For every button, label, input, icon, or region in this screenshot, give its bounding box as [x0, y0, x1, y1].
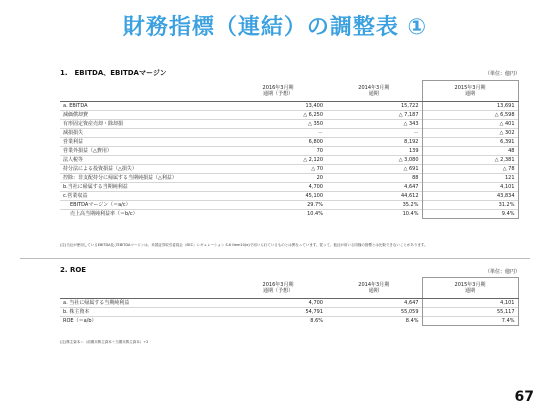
column-header: 2015年3月期 通期 — [422, 81, 518, 102]
table-row — [60, 317, 518, 326]
column-header: 2016年3月期 通期（予想） — [230, 81, 326, 102]
row-label: 売上高当期純利益率（＝b/c） — [60, 210, 230, 219]
table-row — [60, 165, 518, 174]
row-label: b. 株主資本 — [60, 308, 230, 317]
row-label: b.当社に帰属する当期純利益 — [60, 183, 230, 192]
table-row — [60, 120, 518, 129]
row-label: 法人税等 — [60, 156, 230, 165]
cell-value: △ 6,250 — [230, 111, 326, 120]
cell-value: 6,391 — [422, 138, 518, 147]
row-label: EBITDAマージン（＝a/c） — [60, 201, 230, 210]
cell-value: 15,722 — [326, 102, 422, 111]
cell-value: △ 3,080 — [326, 156, 422, 165]
cell-value: 55,059 — [326, 308, 422, 317]
column-header: 2014年3月期 通期 — [326, 81, 422, 102]
cell-value: 10.4% — [230, 210, 326, 219]
cell-value: 54,791 — [230, 308, 326, 317]
cell-value: 9.4% — [422, 210, 518, 219]
table-row — [60, 138, 518, 147]
cell-value: 4,101 — [422, 299, 518, 308]
row-label: 営業外損益（△費用） — [60, 147, 230, 156]
table-row — [60, 156, 518, 165]
column-header — [60, 278, 230, 299]
table-row — [60, 102, 518, 111]
roe-table — [60, 277, 519, 326]
cell-value: △ 7,187 — [326, 111, 422, 120]
table-row — [60, 147, 518, 156]
cell-value: 88 — [326, 174, 422, 183]
cell-value: 4,101 — [422, 183, 518, 192]
cell-value: 70 — [230, 147, 326, 156]
column-header: 2014年3月期 通期 — [326, 278, 422, 299]
row-label: 持分法による投資損益（△損失） — [60, 165, 230, 174]
cell-value: 13,400 — [230, 102, 326, 111]
cell-value: 8.4% — [326, 317, 422, 326]
row-label: 減損損失 — [60, 129, 230, 138]
cell-value: 7.4% — [422, 317, 518, 326]
table-row — [60, 192, 518, 201]
row-label: ROE（＝a/b） — [60, 317, 230, 326]
table-row — [60, 308, 518, 317]
cell-value: △ 2,381 — [422, 156, 518, 165]
cell-value: 4,647 — [326, 299, 422, 308]
cell-value: 45,100 — [230, 192, 326, 201]
row-label: a. 当社に帰属する当期純利益 — [60, 299, 230, 308]
cell-value: 121 — [422, 174, 518, 183]
row-label: 営業利益 — [60, 138, 230, 147]
row-label: a. EBITDA — [60, 102, 230, 111]
section1-note: (注)当社が使用しているEBITDA及びEBITDAマージンは、米国証券取引委員会（SEC）レギュレーション S-K Item10(e)で用いられているものとは異なっています。従って、他社が用いる同様の指標とは比較できないことがあります。 — [60, 243, 428, 247]
cell-value: 8,192 — [326, 138, 422, 147]
cell-value: △ 2,120 — [230, 156, 326, 165]
cell-value: 10.4% — [326, 210, 422, 219]
cell-value: 35.2% — [326, 201, 422, 210]
cell-value: △ 691 — [326, 165, 422, 174]
section-divider — [20, 258, 530, 259]
table-row — [60, 201, 518, 210]
section2-note: (注)株主資本＝（前期末株主資本＋当期末株主資本）÷2 — [60, 340, 149, 344]
cell-value: 48 — [422, 147, 518, 156]
table-row — [60, 183, 518, 192]
cell-value: △ 350 — [230, 120, 326, 129]
cell-value: 4,700 — [230, 299, 326, 308]
section2-heading: 2. ROE — [60, 266, 87, 274]
cell-value: 4,700 — [230, 183, 326, 192]
cell-value: △ 6,598 — [422, 111, 518, 120]
cell-value: 139 — [326, 147, 422, 156]
section1-heading: 1. EBITDA、EBITDAマージン — [60, 69, 167, 77]
row-label: 控除：非支配持分に帰属する当期純損益（△利益） — [60, 174, 230, 183]
section2-unit: （単位：億円） — [484, 269, 520, 275]
cell-value: △ 302 — [422, 129, 518, 138]
table-row — [60, 129, 518, 138]
cell-value: △ 70 — [230, 165, 326, 174]
table-row — [60, 299, 518, 308]
cell-value: 6,800 — [230, 138, 326, 147]
row-label: 有形固定資産売却・除却損 — [60, 120, 230, 129]
table-row — [60, 174, 518, 183]
row-label: 減価償却費 — [60, 111, 230, 120]
section1-unit: （単位：億円） — [484, 71, 520, 77]
column-header: 2016年3月期 通期（予想） — [230, 278, 326, 299]
cell-value: 55,117 — [422, 308, 518, 317]
table-row — [60, 210, 518, 219]
cell-value: 20 — [230, 174, 326, 183]
cell-value: 13,691 — [422, 102, 518, 111]
cell-value: △ 78 — [422, 165, 518, 174]
cell-value: － — [326, 129, 422, 138]
cell-value: 43,834 — [422, 192, 518, 201]
ebitda-table — [60, 80, 519, 219]
cell-value: 4,647 — [326, 183, 422, 192]
cell-value: △ 401 — [422, 120, 518, 129]
cell-value: △ 343 — [326, 120, 422, 129]
cell-value: 8.6% — [230, 317, 326, 326]
cell-value: － — [230, 129, 326, 138]
column-header — [60, 81, 230, 102]
page-number: 67 — [514, 389, 534, 405]
table-row — [60, 111, 518, 120]
row-label: c.営業収益 — [60, 192, 230, 201]
cell-value: 29.7% — [230, 201, 326, 210]
column-header: 2015年3月期 通期 — [422, 278, 518, 299]
page-title: 財務指標（連結）の調整表 ① — [122, 15, 428, 40]
cell-value: 31.2% — [422, 201, 518, 210]
cell-value: 44,612 — [326, 192, 422, 201]
